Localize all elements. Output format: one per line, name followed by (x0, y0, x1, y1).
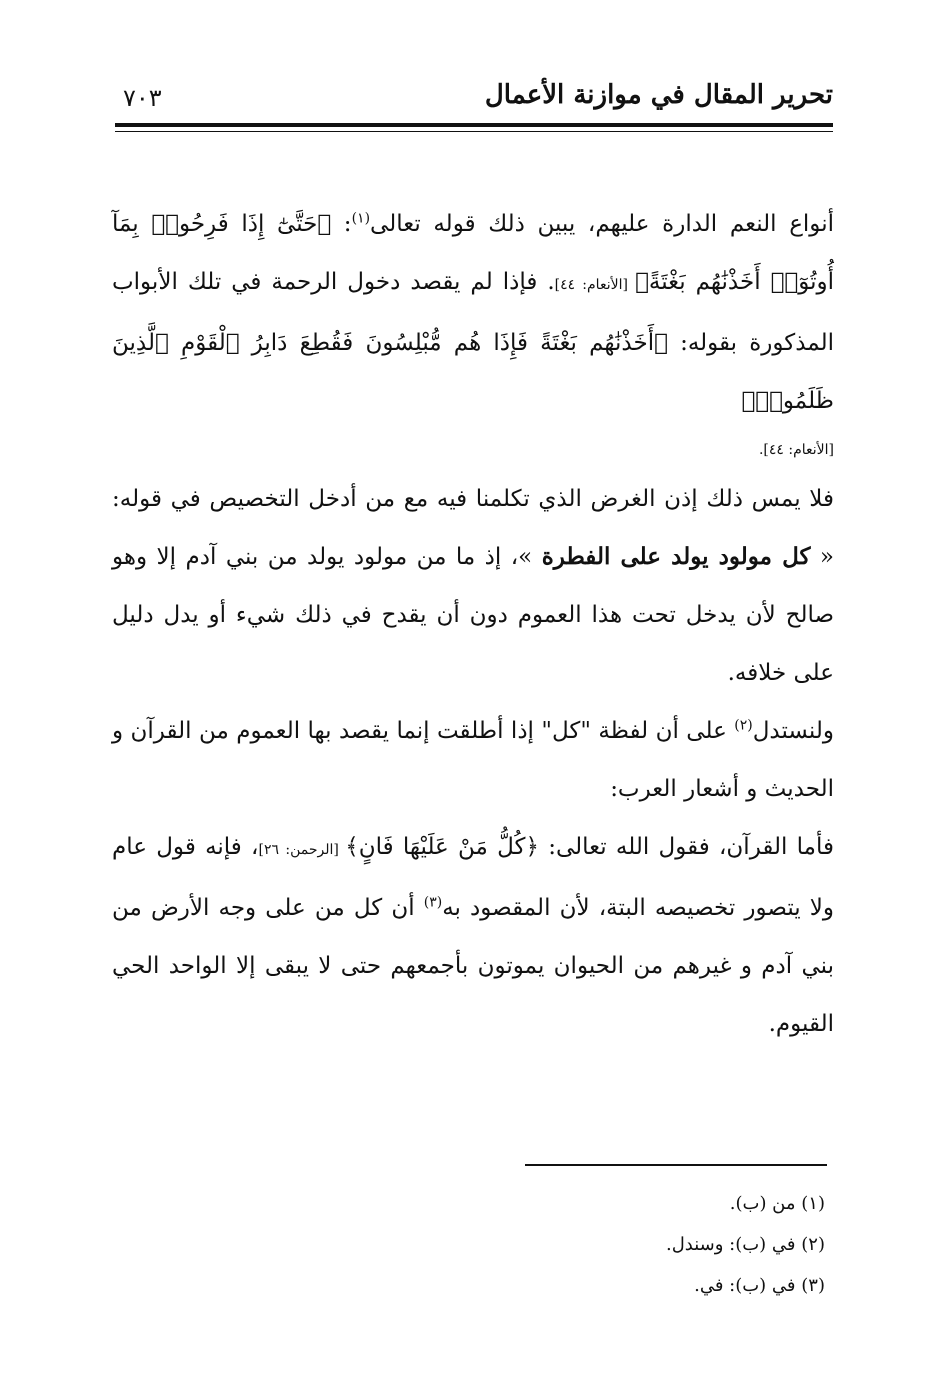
paragraph-1 (112, 195, 834, 430)
footnote-text: في (ب): في. (694, 1275, 796, 1296)
citation-line (112, 430, 834, 470)
page-header (115, 72, 833, 122)
footnotes (666, 1183, 825, 1306)
header-rule-thick (115, 123, 833, 127)
text-run: ، فإنه قول عام ولا يتصور تخصيصه البتة، لأن المقصود به (112, 834, 834, 921)
verse-reference: [الأنعام: ٤٤] (763, 442, 834, 458)
quran-verse: ﴿كُلُّ مَنْ عَلَيْهَا فَانٍ﴾ (345, 834, 539, 860)
running-title: تحرير المقال في موازنة الأعمال (484, 80, 833, 110)
quran-verse: ﴿حَتَّىٰٓ إِذَا فَرِحُوا۟ بِمَآ أُوتُوٓا۟ أَخَذْنَٰهُم بَغْتَةً﴾ (112, 211, 834, 295)
page-number: ٧٠٣ (123, 84, 162, 112)
text-run: أنواع النعم الدارة عليهم، يبين ذلك قوله تعالى (370, 211, 834, 237)
text-run: . (758, 442, 764, 458)
footnote-separator (525, 1164, 827, 1166)
text-run: ولنستدل (752, 718, 834, 744)
text-run: : (331, 211, 352, 237)
quran-verse: ﴿أَخَذْنَٰهُم بَغْتَةً فَإِذَا هُم مُّبْلِسُونَ فَقُطِعَ دَابِرُ ٱلْقَوْمِ ٱلَّذِينَ ظَلَمُوا۟﴾ (112, 330, 834, 414)
header-rule-thin (115, 131, 833, 132)
verse-reference: [الأنعام: ٤٤] (554, 277, 636, 293)
text-run: فلا يمس ذلك إذن الغرض الذي تكلمنا فيه مع من أدخل التخصيص في قوله: « (112, 486, 834, 570)
hadith-quote: كل مولود يولد على الفطرة (541, 543, 811, 570)
text-run: أن كل من على وجه الأرض من بني آدم و غيرهم من الحيوان يموتون بأجمعهم حتى لا يبقى إلا الواحد الحي القيوم. (112, 895, 834, 1037)
footnote-2 (666, 1224, 825, 1265)
footnote-text: في (ب): وسندل. (665, 1234, 796, 1255)
footnote-marker: (٢) (734, 717, 753, 734)
footnote-number: (٣) (801, 1275, 825, 1296)
text-run: فأما القرآن، فقول الله تعالى: (538, 834, 834, 860)
footnote-number: (١) (801, 1193, 825, 1214)
footnote-marker: (٣) (423, 894, 443, 911)
footnote-marker: (١) (351, 210, 371, 227)
text-run: . فإذا لم يقصد دخول الرحمة في تلك الأبواب المذكورة بقوله: (112, 269, 835, 356)
text-run: على أن لفظة "كل" إذا أطلقت إنما يقصد بها العموم من القرآن و الحديث و أشعار العرب: (112, 718, 834, 802)
footnote-text: من (ب). (729, 1193, 796, 1214)
footnote-number: (٢) (801, 1234, 825, 1255)
paragraph-4 (112, 818, 834, 1053)
paragraph-3 (112, 702, 834, 818)
main-text (112, 195, 834, 1053)
footnote-1 (666, 1183, 825, 1224)
footnote-3 (666, 1265, 825, 1306)
text-run: »، إذ ما من مولود يولد من بني آدم إلا وهو صالح لأن يدخل تحت هذا العموم دون أن يقدح في ذلك شيء أو يدل دليل على خلافه. (112, 544, 834, 686)
paragraph-2 (112, 470, 834, 702)
verse-reference: [الرحمن: ٢٦] (258, 842, 346, 858)
